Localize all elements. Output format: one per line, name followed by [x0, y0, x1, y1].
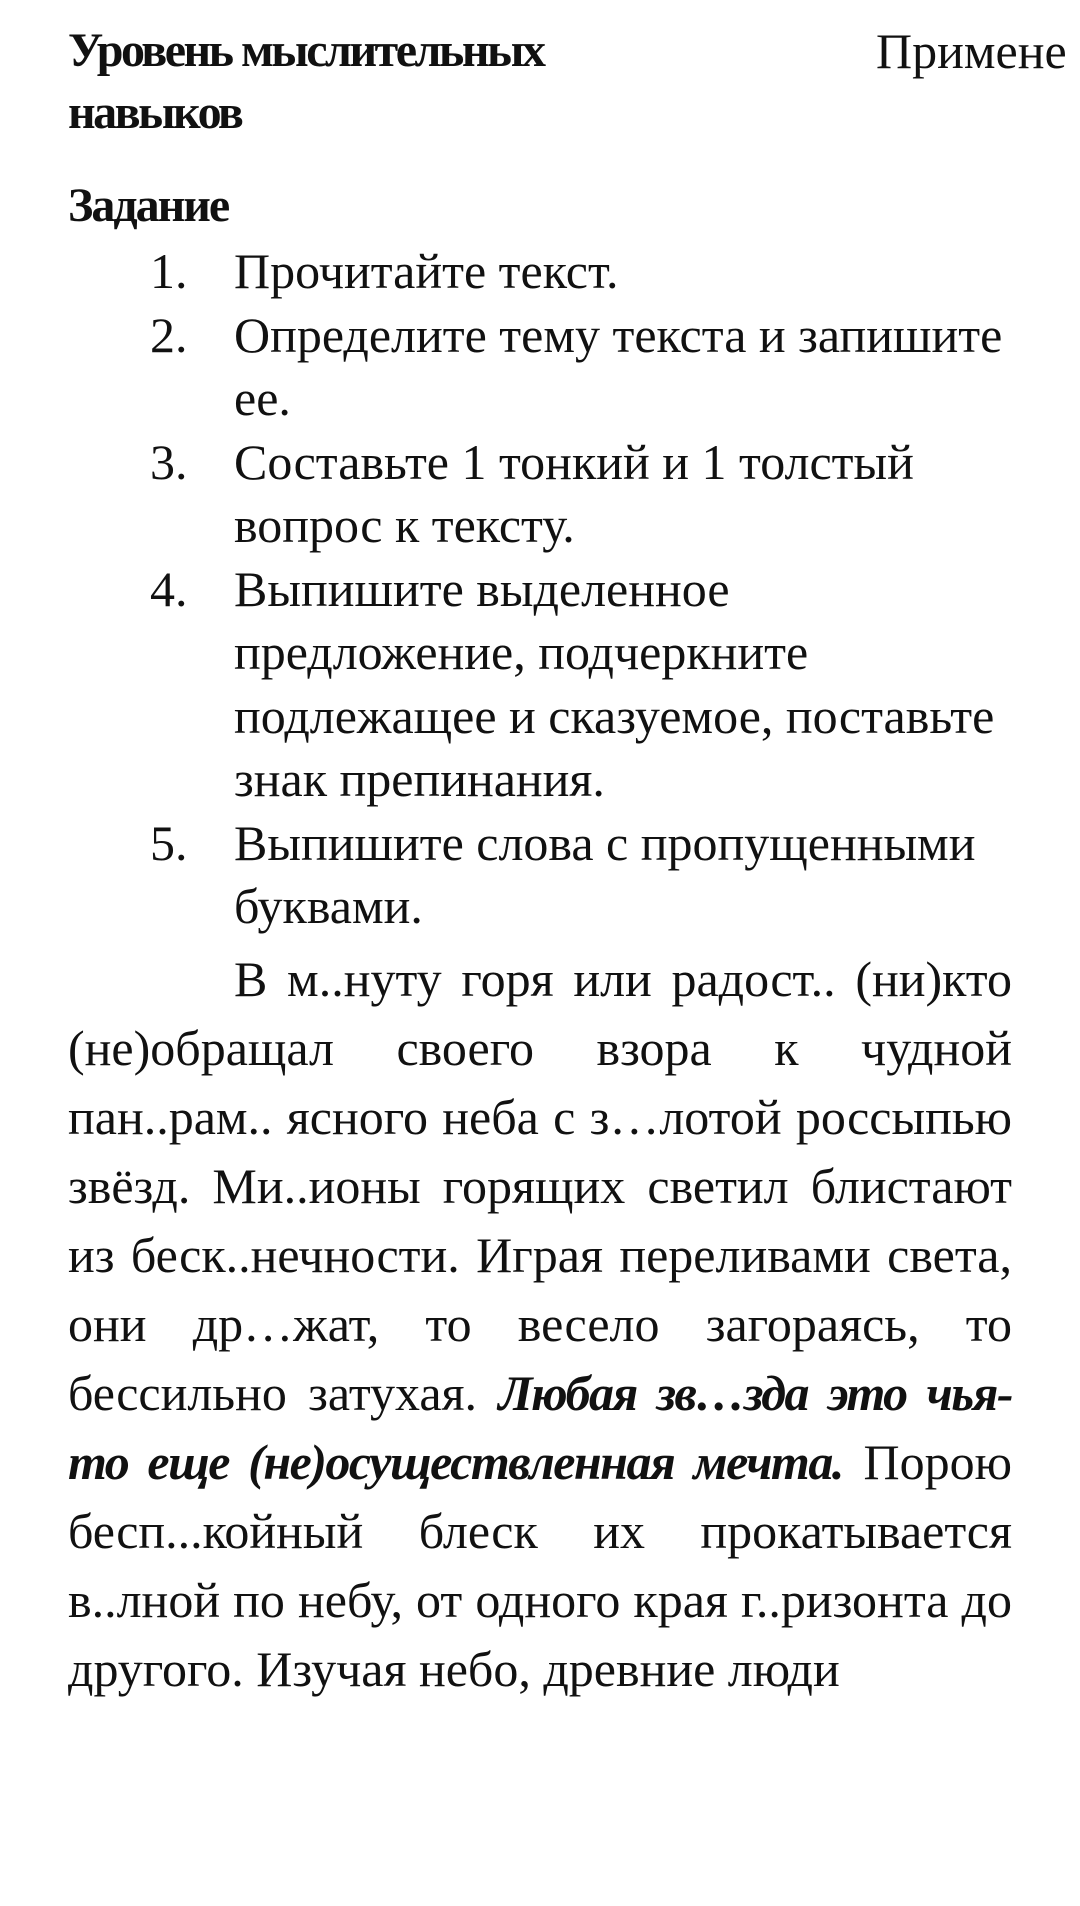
- task-item-number: 5.: [150, 814, 188, 871]
- passage-text: В м..нуту горя или радост.. (ни)кто (не)обращал своего взора к чудной пан..рам.. ясного неба с з…лотой россыпью звёзд. Ми..ионы горящих светил блистают из беск..нечности. Играя переливами света, они др…жат, то весело загораясь, то бессильно затухая.: [68, 951, 1012, 1421]
- task-item-number: 1.: [150, 243, 188, 299]
- task-item-number: 2.: [150, 306, 188, 363]
- task-item-text: Выпишите выделенное предложение, подчеркните подлежащее и сказуемое, поставьте знак препинания.: [234, 560, 995, 807]
- highlighted-sentence: Любая зв…зда это чья-то еще (не)осуществленная мечта.: [68, 1365, 1012, 1490]
- passage-text-continued: Порою бесп...койный блеск их прокатывается в..лной по небу, от одного края г..ризонта до другого. Изучая небо, древние люди: [68, 1434, 1012, 1697]
- application-column-header: Примене: [876, 23, 1067, 79]
- reading-passage: [68, 945, 1012, 1704]
- task-item: [0, 558, 1014, 812]
- task-item-text: Прочитайте текст.: [234, 243, 619, 299]
- task-item: [0, 304, 1014, 431]
- task-item-text: Выпишите слова с пропущенными буквами.: [234, 814, 976, 934]
- task-item: [0, 812, 1014, 939]
- task-item-number: 3.: [150, 433, 188, 490]
- task-heading: Задание: [68, 179, 229, 232]
- task-list: [0, 240, 1080, 939]
- task-item-text: Определите тему текста и запишите ее.: [234, 306, 1003, 426]
- task-item: [0, 431, 1014, 558]
- skill-level-title: Уровень мыслительных навыков: [68, 24, 544, 139]
- task-item: [0, 240, 1014, 304]
- task-item-number: 4.: [150, 560, 188, 617]
- task-item-text: Составьте 1 тонкий и 1 толстый вопрос к тексту.: [234, 433, 914, 553]
